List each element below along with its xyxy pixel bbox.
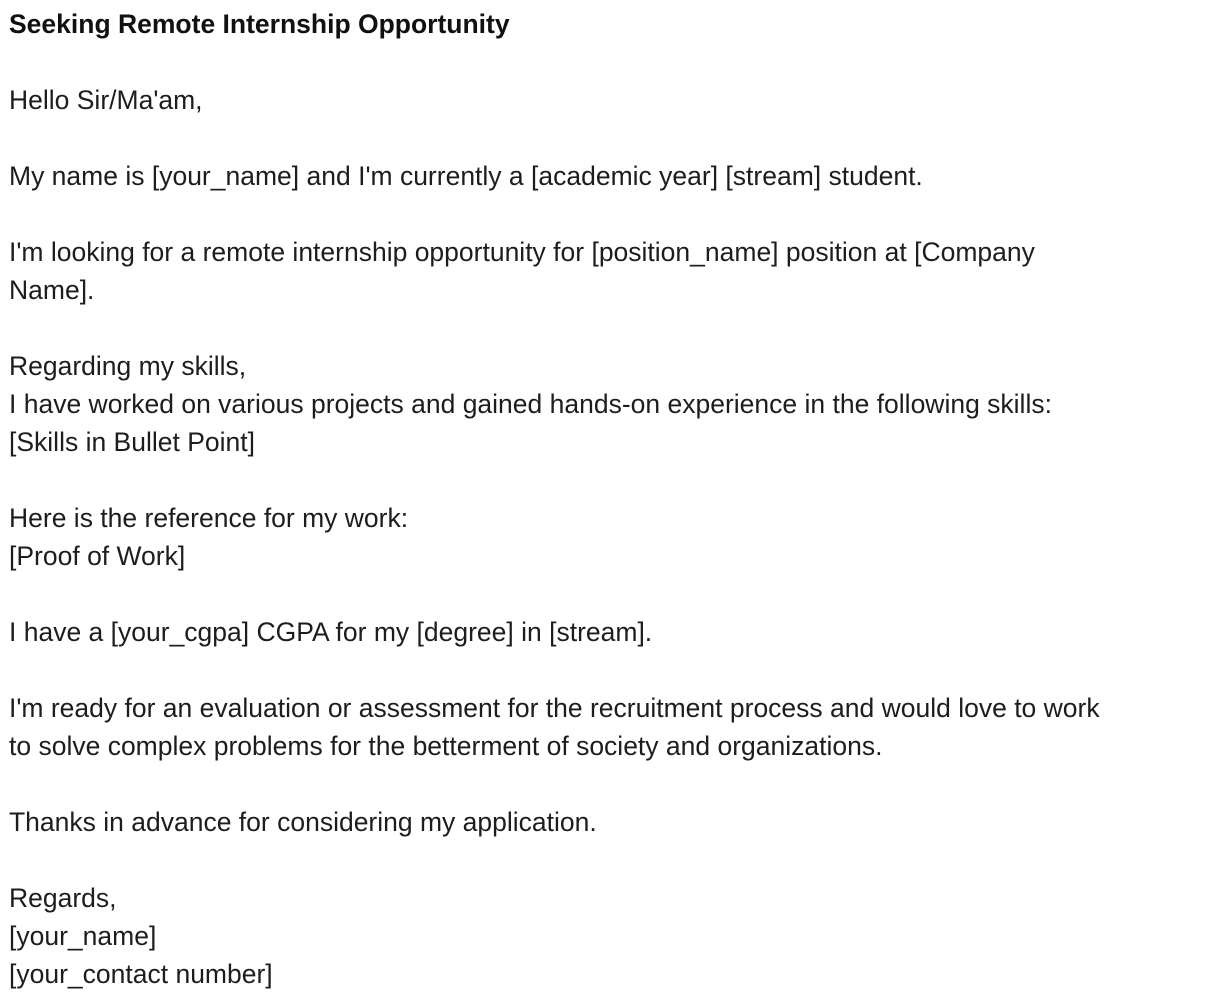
ready-line-1: I'm ready for an evaluation or assessment for the recruitment process and would love to work <box>9 693 1100 723</box>
skills-line-2: I have worked on various projects and gained hands-on experience in the following skills: <box>9 389 1052 419</box>
skills-line-3: [Skills in Bullet Point] <box>9 427 255 457</box>
position-line-2: Name]. <box>9 275 95 305</box>
intro-line: My name is [your_name] and I'm currently a [academic year] [stream] student. <box>9 161 923 191</box>
greeting-line: Hello Sir/Ma'am, <box>9 85 203 115</box>
thanks-paragraph <box>9 803 1228 841</box>
closing-line: Regards, <box>9 883 117 913</box>
signature-block <box>9 879 1228 993</box>
email-body <box>9 0 1228 993</box>
cgpa-line: I have a [your_cgpa] CGPA for my [degree] in [stream]. <box>9 617 653 647</box>
signature-contact: [your_contact number] <box>9 959 273 989</box>
skills-paragraph <box>9 347 1228 461</box>
reference-paragraph <box>9 499 1228 575</box>
ready-paragraph <box>9 689 1228 765</box>
email-subject: Seeking Remote Internship Opportunity <box>9 9 510 39</box>
reference-line-1: Here is the reference for my work: <box>9 503 409 533</box>
position-paragraph <box>9 233 1228 309</box>
signature-name: [your_name] <box>9 921 157 951</box>
greeting-paragraph <box>9 81 1228 119</box>
cgpa-paragraph <box>9 613 1228 651</box>
ready-line-2: to solve complex problems for the betterment of society and organizations. <box>9 731 883 761</box>
skills-line-1: Regarding my skills, <box>9 351 247 381</box>
intro-paragraph <box>9 157 1228 195</box>
reference-line-2: [Proof of Work] <box>9 541 186 571</box>
thanks-line: Thanks in advance for considering my application. <box>9 807 597 837</box>
position-line-1: I'm looking for a remote internship opportunity for [position_name] position at [Company <box>9 237 1035 267</box>
